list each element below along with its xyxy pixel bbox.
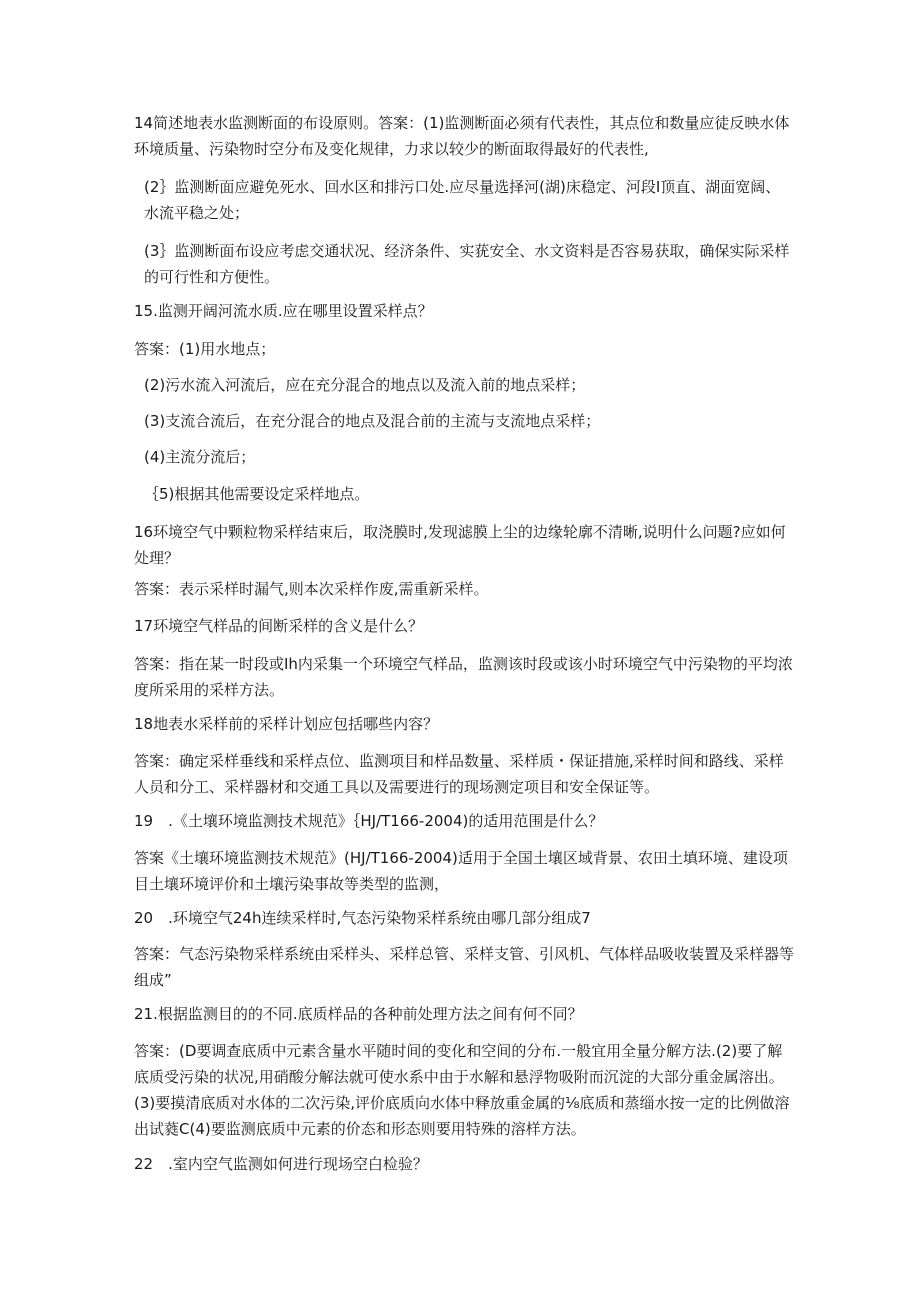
paragraph-q16-answer: 答案：表示采样时漏气,则本次采样作废,需重新采样。	[134, 580, 489, 598]
paragraph-q21-answer: 答案：(D要调查底质中元素含量水平随时间的变化和空间的分布.一般宜用全量分解方法.(2)要了解底质受污染的状况,用硝酸分解法就可使水系中由于水解和悬浮物吸附而沉淀的大部分重金属溶出。(3)要摸清底质对水体的二次污染,评价底质向水体中释放重金属的⅛底质和蒸缁水按一定的比例做溶出试蕤C(4)要监测底质中元素的价态和形态则要用特殊的溶样方法。	[134, 1042, 790, 1138]
paragraph-q15-answer3: (3)支流合流后，在充分混合的地点及混合前的主流与支流地点采样；	[144, 412, 601, 430]
paragraph-q19: 19 .《土壤环境监测技术规范》｛HJ/T166-2004)的适用范围是什么？	[134, 812, 604, 830]
paragraph-q22: 22 .室内空气监测如何进行现场空白检验？	[134, 1155, 428, 1173]
paragraph-q18: 18地表水采样前的采样计划应包括哪些内容？	[134, 715, 439, 733]
paragraph-q15-answer1: 答案：(1)用水地点；	[134, 340, 276, 358]
paragraph-q14-point3: (3｝监测断面布设应考虑交通状况、经济条件、实莸安全、水文资料是否容易获取，确保实际采样的可行性和方便性。	[144, 242, 790, 286]
paragraph-q15-answer2: (2)污水流入河流后，应在充分混合的地点以及流入前的地点采样；	[144, 376, 586, 394]
paragraph-q19-answer: 答案《土壤环境监测技术规范》(HJ/T166-2004)适用于全国土壤区域背景、农田土填环境、建设项目土壤环境评价和土壤污染事故等类型的监测，	[134, 849, 788, 893]
paragraph-q16: 16环境空气中颗粒物采样结束后，取浇膜时,发现滤膜上尘的边缘轮廓不清晰,说明什么问题?应如何处理？	[134, 523, 786, 567]
paragraph-q20: 20 .环境空气24h连续采样时,气态污染物采样系统由哪几部分组成7	[134, 909, 591, 927]
paragraph-q15-answer5: ｛5)根据其他需要设定采样地点。	[144, 485, 370, 503]
paragraph-q17-answer: 答案：指在某一时段或Ih内采集一个环境空气样品，监测该时段或该小时环境空气中污染物的平均浓度所采用的采样方法。	[134, 655, 793, 699]
paragraph-q17: 17环境空气样品的间断采样的含义是什么？	[134, 617, 424, 635]
paragraph-q20-answer: 答案：气态污染物采样系统由采样头、采样总管、采样支管、引风机、气体样品吸收装置及采样器等组成”	[134, 945, 795, 989]
paragraph-q21: 21.根据监测目的的不同.底质样品的各种前处理方法之间有何不同？	[134, 1005, 583, 1023]
paragraph-q14-point2: (2｝监测断面应避免死水、回水区和排污口处.应尽量选择河(湖)床稳定、河段I顶直、湖面宽阔、水流平稳之处；	[144, 178, 781, 222]
paragraph-q15: 15.监测开阔河流水质.应在哪里设置采样点？	[134, 302, 433, 320]
paragraph-q18-answer: 答案：确定采样垂线和采样点位、监测项目和样品数量、采样质・保证措施,采样时间和路线、采样人员和分工、采样器材和交通工具以及需要进行的现场测定项目和安全保证等。	[134, 752, 784, 796]
paragraph-q15-answer4: (4)主流分流后；	[144, 448, 256, 466]
paragraph-q14: 14简述地表水监测断面的布设原则。答案：(1)监测断面必须有代表性，其点位和数量应徒反映水体环境质量、污染物时空分布及变化规律，力求以较少的断面取得最好的代表性,	[134, 114, 790, 158]
